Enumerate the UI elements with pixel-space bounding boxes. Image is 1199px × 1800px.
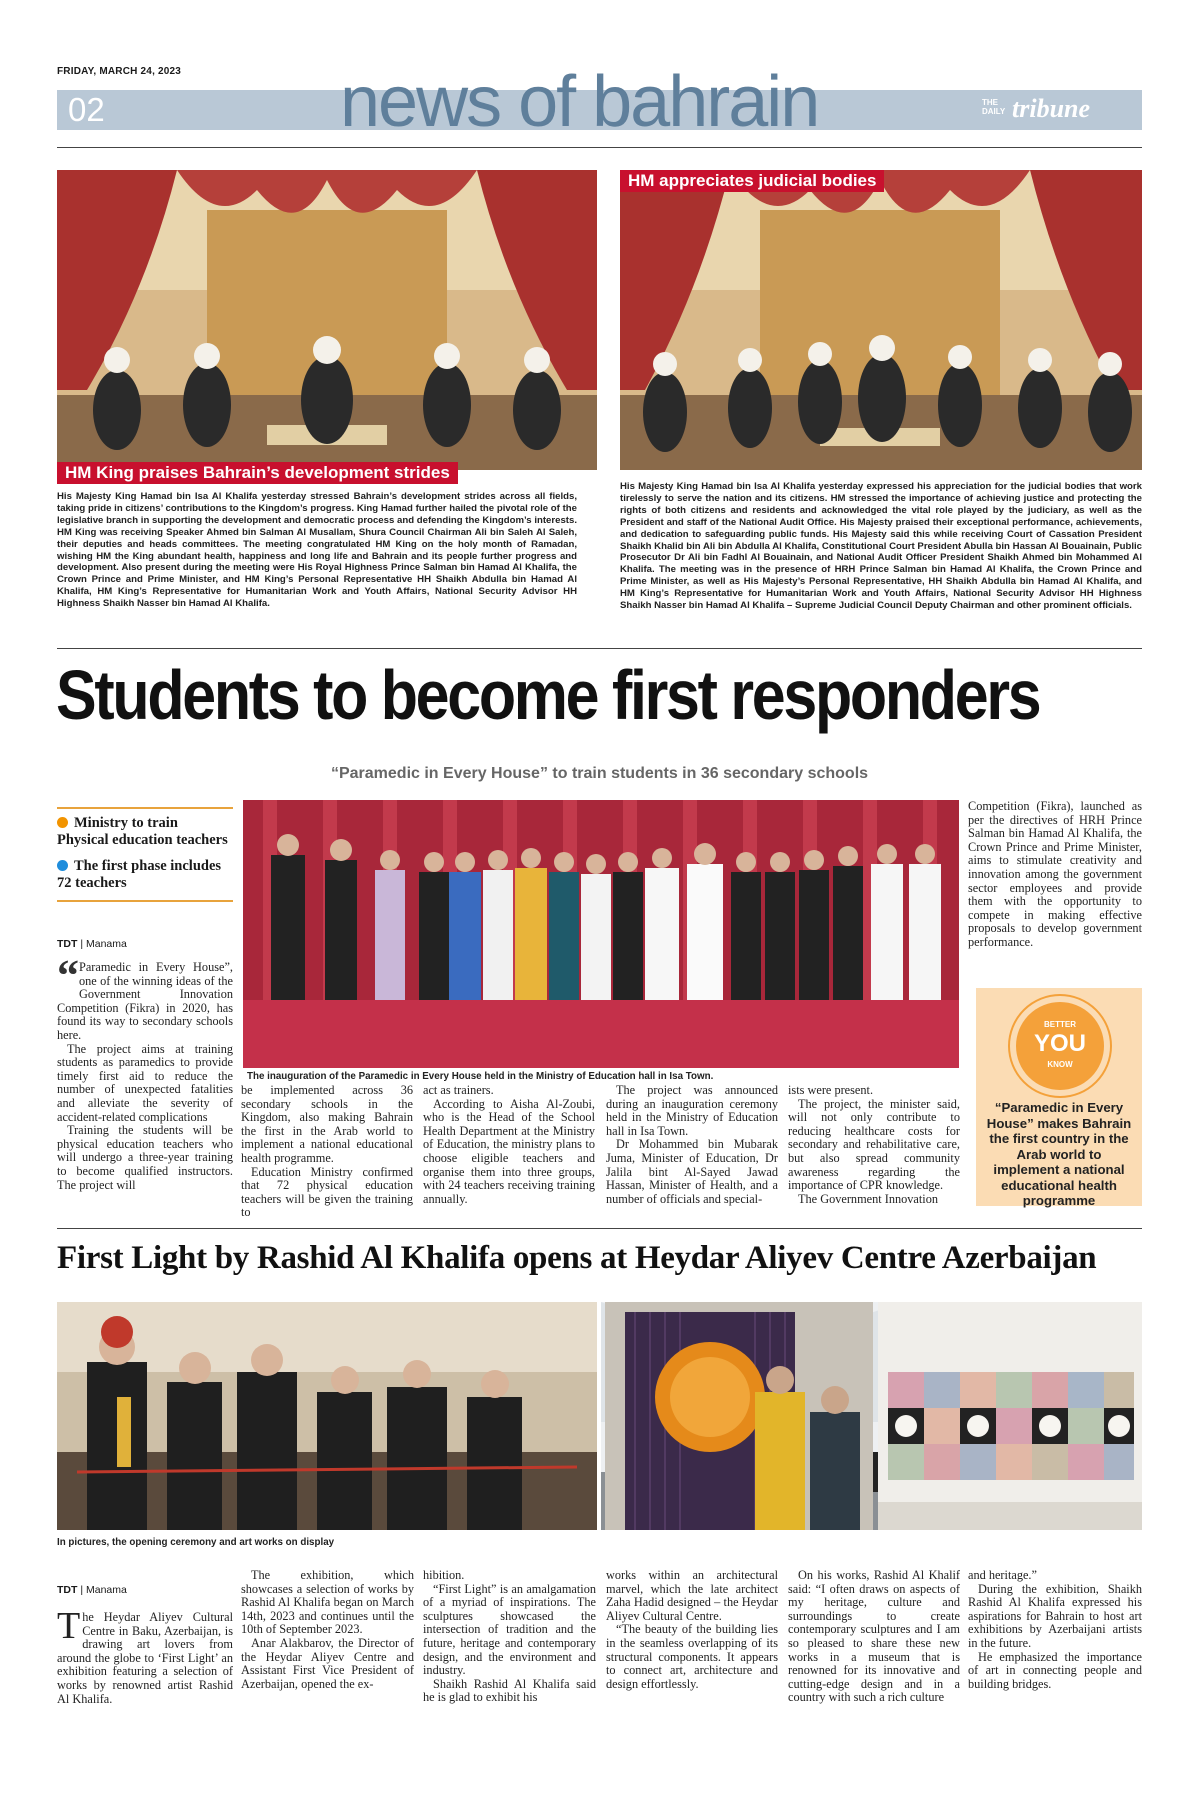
story3-headline: Students to become first responders	[56, 656, 1040, 734]
story4-column-5: On his works, Rashid Al Khalif said: “I often draws on aspects of my heritage, culture and surroundings to create contemporary sculptures and I am so pleased to share these new works in a museum that is renowned for its innovative and cutting-edge design and in a country with such a rich culture	[788, 1568, 960, 1705]
story3-column-2: be implemented across 36 secondary schools in the Kingdom, also making Bahrain the first in the Arab world to implement a national educational health programme. Education Ministry confirmed that 72 physical education teachers will be given the training to	[241, 1083, 413, 1220]
story4-column-6: and heritage.” During the exhibition, Shaikh Rashid Al Khalifa expressed his aspirations for Bahrain to host art exhibitions by Azerbaijani artists in the future. He emphasized the importance of art in connecting people and building bridges.	[968, 1568, 1142, 1691]
story3-column-3: act as trainers. According to Aisha Al-Zoubi, who is the Head of the School Health Department at the Ministry of Education, the ministry plans to choose eligible teachers and organise them into three groups, with 24 teachers receiving training annually.	[423, 1083, 595, 1206]
story1-label: HM King praises Bahrain’s development strides	[57, 462, 458, 484]
paramedic-photo-caption: The inauguration of the Paramedic in Every House held in the Ministry of Education hall in Isa Town.	[247, 1071, 714, 1082]
story4-column-2: The exhibition, which showcases a selection of works by Rashid Al Khalifa began on March 14th, 2023 and continues until the 10th of September 2023. Anar Alakbarov, the Director of the Heydar Aliyev Centre and Assistant First Vice President of Azerbaijan, opened the ex-	[241, 1568, 414, 1691]
masthead-rule	[57, 147, 1142, 148]
story3-byline: TDT | Manama	[57, 938, 127, 950]
badge-mid-text: YOU	[1033, 1030, 1086, 1057]
divider-1	[57, 648, 1142, 649]
story3-column-6: Competition (Fikra), launched as per the directives of HRH Prince Salman bin Hamad Al Khalifa, the Crown Prince and Prime Minister, aims to stimulate creativity and innovation among the government sector employees and provide them with the opportunity to compete in making effective proposals to develop government performance.	[968, 799, 1142, 949]
story4-column-4: works within an architectural marvel, which the late architect Zaha Hadid designed – the Heydar Aliyev Cultural Centre. “The beauty of the building lies in the seamless overlapping of its structural components. It appears to connect art, architecture and design effortlessly.	[606, 1568, 778, 1691]
king-meeting-photo-2	[620, 170, 1142, 470]
dropcap-letter: T	[57, 1605, 81, 1647]
blue-bullet-icon	[57, 860, 68, 871]
logo-main-text: tribune	[1012, 94, 1091, 123]
story3-highlights	[57, 807, 233, 902]
story4-column-1: The Heydar Aliyev Cultural Centre in Baku, Azerbaijan, is drawing art lovers from around the globe to ‘First Light’ an exhibition featuring a selection of works by renowned artist Rashid Al Khalifa.	[57, 1605, 233, 1706]
orange-bullet-icon	[57, 817, 68, 828]
story3-column-4: The project was announced during an inauguration ceremony held in the Ministry of Education hall in Isa Town. Dr Mohammed bin Mubarak Juma, Minister of Education, Dr Jalila bint Al-Sayed Jawad Hassan, Minister of Health, and a number of officials and special-	[606, 1083, 778, 1206]
king-meeting-photo-1	[57, 170, 597, 470]
badge-bottom-text: KNOW	[1047, 1060, 1073, 1069]
story3-subhead: “Paramedic in Every House” to train students in 36 secondary schools	[330, 765, 869, 782]
story1-caption: His Majesty King Hamad bin Isa Al Khalifa yesterday stressed Bahrain’s development strides across all fields, taking pride in citizens’ contributions to the Kingdom’s progress. King Hamad further hailed the pivotal role of the legislative branch in supporting the development and democratic process and defending the Kingdom’s interests. HM King was receiving Speaker Ahmed bin Salman Al Musallam, Shura Council Chairman Ali bin Saleh Al Saleh, their deputies and heads committees. The meeting congratulated HM King on the holy month of Ramadan, wishing HM the King abundant health, happiness and long life and Bahrain and its people further progress and development. Also present during the meeting were His Royal Highness Prince Salman bin Hamad Al Khalifa, the Crown Prince and Prime Minister, and HM King’s Personal Representative HH Shaikh Abdulla bin Hamad Al Khalifa, HM King’s Representative for Humanitarian Work and Youth Affairs, National Security Advisor HH Highness Shaikh Nasser bin Hamad Al Khalifa.	[57, 491, 577, 610]
highlight-item: The first phase includes 72 teachers	[57, 858, 222, 891]
better-you-know-quote: “Paramedic in Every House” makes Bahrain the first country in the Arab world to implement a national educational health programme	[986, 1100, 1132, 1208]
art-photo-ceremony	[57, 1302, 597, 1530]
paramedic-inauguration-photo	[243, 800, 959, 1068]
badge-top-text: BETTER	[1044, 1020, 1076, 1029]
story4-headline: First Light by Rashid Al Khalifa opens at Heydar Aliyev Centre Azerbaijan	[57, 1240, 1097, 1276]
better-you-know-badge	[1010, 996, 1110, 1096]
story2-label: HM appreciates judicial bodies	[620, 170, 884, 192]
divider-2	[57, 1228, 1142, 1229]
issue-date: FRIDAY, MARCH 24, 2023	[57, 66, 182, 77]
art-photo-checker-work	[878, 1302, 1142, 1530]
story4-byline: TDT | Manama	[57, 1584, 127, 1596]
story4-column-3: hibition. “First Light” is an amalgamation of a myriad of inspirations. The sculptures showcased the intersection of tradition and the future, heritage and contemporary design, and the environment and industry. Shaikh Rashid Al Khalifa said he is glad to exhibit his	[423, 1568, 596, 1705]
highlight-item: Ministry to train Physical education teachers	[57, 815, 228, 848]
story3-column-1: “ Paramedic in Every House”, one of the winning ideas of the Government Innovation Competition (Fikra) in 2020, has found its way to secondary schools here. The project aims at training students as paramedics to provide timely first aid to reduce the number of unexpected fatalities and alleviate the severity of accident-related complications Training the students will be physical education teachers who will undergo a three-year training to become qualified instructors. The project will	[57, 951, 233, 1192]
story3-column-5: ists were present. The project, the minister said, will not only contribute to reducing healthcare costs for secondary and rehabilitative care, but also spread community awareness regarding the importance of CPR knowledge. The Government Innovation	[788, 1083, 960, 1206]
page-number: 02	[68, 91, 105, 128]
opening-quote-icon: “	[57, 951, 79, 1000]
section-title: news of bahrain	[340, 62, 819, 142]
logo-small-text: THE DAILY	[982, 98, 1006, 116]
tribune-logo	[982, 94, 1132, 124]
art-photos-caption: In pictures, the opening ceremony and art works on display	[57, 1537, 335, 1548]
story2-caption: His Majesty King Hamad bin Isa Al Khalifa yesterday expressed his appreciation for the judicial bodies that work tirelessly to serve the nation and its citizens. HM stressed the importance of achieving justice and protecting the rights of both citizens and residents and acknowledged the vital role played by the judiciary, as well as the President and staff of the National Audit Office. His Majesty praised their exceptional performance, achievements, and dedication to safeguarding public funds. His Majesty said this while receiving Court of Cassation President Shaikh Khalid bin Ali bin Abdulla Al Khalifa, Constitutional Court President Abulla bin Hassan Al Bouainain, Public Prosecutor Dr Ali bin Fadhl Al Bouainain, and National Audit Officer President Shaikh Ahmed bin Mohammed Al Khalifa. The meeting was in the presence of HRH Prince Salman bin Hamad Al Khalifa, the Crown Prince and Prime Minister, as well as His Majesty’s Personal Representative, HH Shaikh Abdulla bin Hamad Al Khalifa, and HM King’s Representative for Humanitarian Work and Youth Affairs, National Security Advisor HH Highness Shaikh Nasser bin Hamad Al Khalifa – Supreme Judicial Council Deputy Chairman and other prominent officials.	[620, 481, 1142, 612]
art-photo-golden-disc-work	[605, 1302, 873, 1530]
